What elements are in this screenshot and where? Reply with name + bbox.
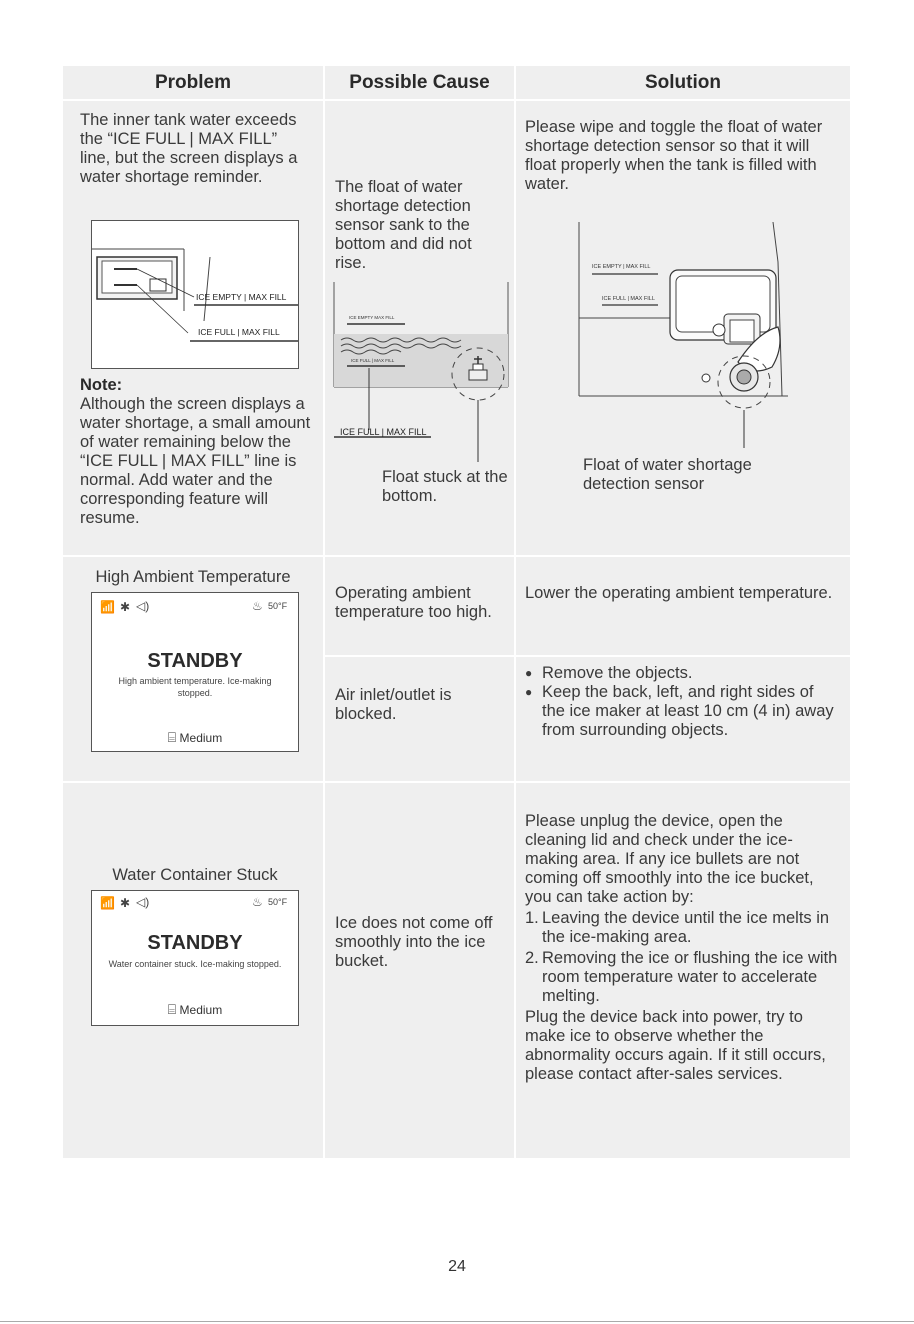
row3-problem-title: Water Container Stuck [112,866,278,884]
header-problem-text: Problem [154,71,232,93]
row1-problem-text: The inner tank water exceeds the “ICE FULL | MAX FILL” line, but the screen displays a water shortage reminder. [80,111,298,186]
sensor-empty-label: ICE EMPTY | MAX FILL [592,264,651,270]
step-number: 1. [525,909,539,927]
standby-message: Water container stuck. Ice-making stopped. [108,959,282,969]
row2-solution-b [525,664,837,740]
step-text: Leaving the device until the ice melts in the ice-making area. [542,909,830,946]
thermometer-icon: ♨ [252,599,263,613]
small-full-label: ICE FULL | MAX FILL [351,358,395,363]
wifi-icon: 📶 [100,600,115,614]
full-max-label: ICE FULL | MAX FILL [340,427,427,437]
header-problem [63,66,323,99]
header-solution [516,66,850,99]
step-number: 2. [525,949,539,967]
solution-outro: Plug the device back into power, try to make ice to observe whether the abnormality occurs again. If it still occurs, please contact after-sales services. [525,1008,826,1083]
row2-cause-b: Air inlet/outlet is blocked. [335,686,452,723]
row3-solution [525,812,843,1084]
speaker-icon: ◁) [136,895,150,909]
standby-title: STANDBY [147,650,243,672]
temp-value: 50°F [268,897,288,907]
sensor-full-label: ICE FULL | MAX FILL [602,296,655,302]
bluetooth-icon: ✱ [120,896,131,910]
header-cause [325,66,514,99]
thermometer-icon: ♨ [252,895,263,909]
water-stuck-screen [91,890,299,1026]
temp-value: 50°F [268,601,288,611]
row1-cause-text: The float of water shortage detection sensor sank to the bottom and did not rise. [335,178,472,272]
standby-message: High ambient temperature. Ice-making stopped. [118,676,272,698]
speaker-icon: ◁) [136,599,150,613]
bottom-rule [0,1321,914,1322]
sensor-illustration [578,222,792,448]
high-temp-screen [91,592,299,752]
row3-cause-text: Ice does not come off smoothly into the ice bucket. [335,914,493,970]
row2-solution-a-cell [516,557,850,655]
diagram-label-full: ICE FULL | MAX FILL [198,327,280,337]
solution-intro: Please unplug the device, open the cleaning lid and check under the ice-making area. If any ice bullets are not coming off smoothly into the ice bucket, you can take action by: [525,812,814,906]
bullet-item: ● Remove the objects. [525,664,837,683]
ice-mode-icon: ⌸ [167,729,177,745]
ice-mode-icon: ⌸ [167,1001,177,1017]
header-solution-text: Solution [645,71,721,93]
row2-solution-a: Lower the operating ambient temperature. [525,584,833,602]
row2-problem-title: High Ambient Temperature [95,568,291,586]
note-title: Note: [80,376,123,394]
step-text: Removing the ice or flushing the ice with room temperature water to accelerate melting. [542,949,838,1005]
mode-row [92,1001,298,1018]
step-item [525,949,843,1006]
wifi-icon: 📶 [100,896,115,910]
row2-cause-a: Operating ambient temperature too high. [335,584,492,621]
step-item [525,909,843,947]
page-number: 24 [448,1258,466,1275]
bullet-item: ● Keep the back, left, and right sides of the ice maker at least 10 cm (4 in) away from surrounding objects. [525,683,837,740]
tank-diagram [91,220,299,369]
row1-solution-text: Please wipe and toggle the float of water shortage detection sensor so that it will float properly when the tank is filled with water. [525,118,823,193]
diagram-label-empty: ICE EMPTY | MAX FILL [196,292,287,302]
sensor-diagram [578,222,792,448]
mode-label: Medium [179,731,223,745]
header-cause-text: Possible Cause [349,71,490,93]
mode-label: Medium [179,1003,223,1017]
note-text: Although the screen displays a water shortage, a small amount of water remaining below the “ICE FULL | MAX FILL” line is normal. Add water and the corresponding feature will resume. [80,395,311,527]
standby-title: STANDBY [147,932,243,954]
float-stuck-caption: Float stuck at the bottom. [382,468,508,505]
sensor-caption: Float of water shortage detection sensor [583,456,752,493]
bluetooth-icon: ✱ [120,600,131,614]
small-empty-label: ICE EMPTY MAX FILL [349,315,395,320]
mode-row [92,729,298,746]
